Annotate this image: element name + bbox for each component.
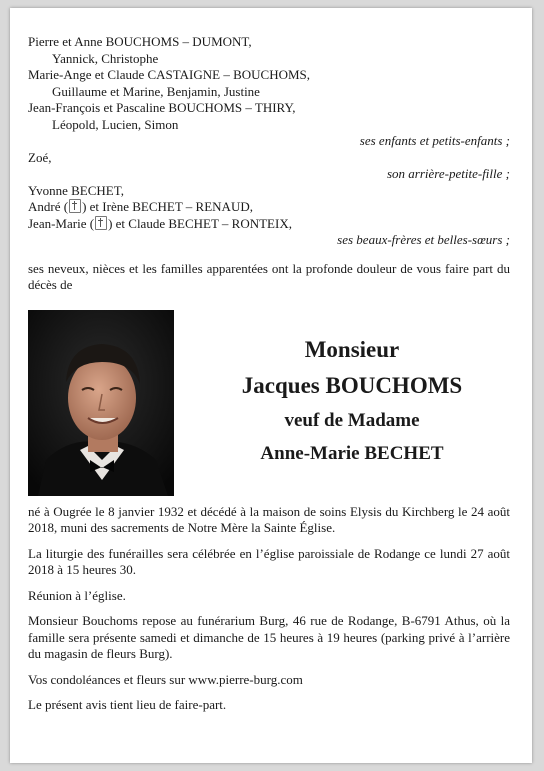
family-line-5: Jean-François et Pascaline BOUCHOMS – THIRY, <box>28 100 296 115</box>
family-line-4: Guillaume et Marine, Benjamin, Justine <box>52 83 260 99</box>
deceased-name: Jacques BOUCHOMS <box>241 372 463 398</box>
family-line-1: Pierre et Anne BOUCHOMS – DUMONT, <box>28 34 252 49</box>
portrait-illustration <box>28 310 174 496</box>
inlaw-line-2 <box>28 199 510 216</box>
family-line-3: Marie-Ange et Claude CASTAIGNE – BOUCHOMS, <box>28 67 311 82</box>
inlaw-line-3 <box>28 216 510 233</box>
great-grandchild: Zoé, <box>28 149 52 165</box>
liturgy-text: La liturgie des funérailles sera célébrée en l’église paroissiale de Rodange ce lundi 27 août 2018 à 15 heures 30. <box>28 545 510 577</box>
family-line-6: Léopold, Lucien, Simon <box>52 116 179 132</box>
children-label: ses enfants et petits-enfants ; <box>359 133 510 148</box>
great-grandchild-label: son arrière-petite-fille ; <box>387 166 510 181</box>
inlaws-label: ses beaux-frères et belles-sœurs ; <box>337 232 510 247</box>
cross-icon <box>69 199 81 213</box>
inlaw-line-2-start: André ( <box>28 199 69 214</box>
announcement-text: ses neveux, nièces et les familles apparentées ont la profonde douleur de vous faire part du décès de <box>28 260 510 292</box>
spouse-name: Anne-Marie BECHET <box>260 442 444 464</box>
inlaw-line-3-end: ) et Claude BECHET – RONTEIX, <box>108 215 292 231</box>
cross-icon <box>95 216 107 230</box>
funeral-home-text: Monsieur Bouchoms repose au funérarium Burg, 46 rue de Rodange, B-6791 Athus, où la famille sera présente samedi et dimanche de 15 heures à 19 heures (parking privé à l’arrière du magasin de fleurs Burg). <box>28 613 510 661</box>
family-line-2: Yannick, Christophe <box>52 50 159 66</box>
inlaw-line-2-end: ) et Irène BECHET – RENAUD, <box>82 199 253 214</box>
notice-text: Le présent avis tient lieu de faire-part. <box>28 697 227 712</box>
portrait-section <box>28 310 510 504</box>
inlaw-line-3-start: Jean-Marie ( <box>28 215 95 231</box>
meeting-text: Réunion à l’église. <box>28 587 126 603</box>
deceased-name-block <box>194 332 510 470</box>
obituary-sheet <box>10 8 532 763</box>
condolences-text: Vos condoléances et fleurs sur www.pierre-burg.com <box>28 671 303 687</box>
birth-death-text: né à Ougrée le 8 janvier 1932 et décédé à la maison de soins Elysis du Kirchberg le 24 août 2018, muni des sacrements de Notre Mère la Sainte Église. <box>28 503 510 535</box>
obituary-content <box>28 34 510 723</box>
inlaw-line-1: Yvonne BECHET, <box>28 182 124 198</box>
deceased-title: Monsieur <box>304 336 400 362</box>
widower-line: veuf de Madame <box>284 409 420 431</box>
portrait-photo <box>28 310 174 496</box>
